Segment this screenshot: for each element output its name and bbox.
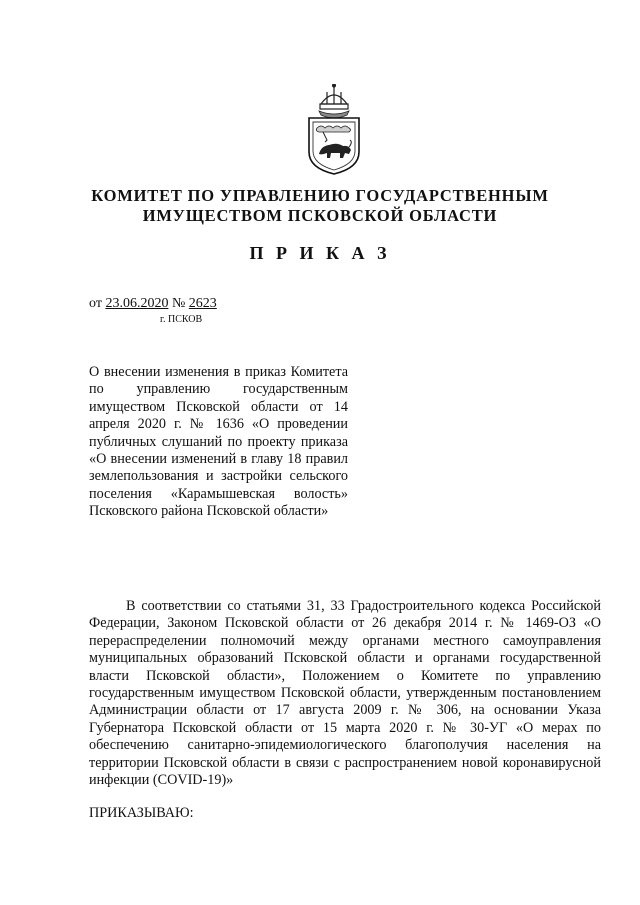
order-command: ПРИКАЗЫВАЮ:	[89, 805, 194, 821]
document-city: г. ПСКОВ	[160, 314, 203, 325]
preamble-paragraph: В соответствии со статьями 31, 33 Градостроительного кодекса Российской Федерации, Законом Псковской области от 26 декабря 2014 г. № 1469-ОЗ «О перераспределении полномочий между органами местного самоуправления муниципальных образований Псковской области и органами государственной власти Псковской области», Положением о Комитете по управлению государственным имуществом Псковской области, утвержденным постановлением Администрации области от 17 августа 2009 г. № 306, на основании Указа Губернатора Псковской области от 15 марта 2020 г. № 30-УГ «О мерах по обеспечению санитарно-эпидемиологического благополучия населения на территории Псковской области в связи с распространением новой коронавирусной инфекции (COVID-19)»	[89, 598, 601, 789]
crown-icon	[320, 84, 348, 109]
document-date: 23.06.2020	[105, 296, 169, 311]
organization-name	[60, 186, 580, 226]
number-sign: №	[168, 296, 189, 311]
document-date-number	[89, 296, 217, 312]
organization-line-1: КОМИТЕТ ПО УПРАВЛЕНИЮ ГОСУДАРСТВЕННЫМ	[91, 186, 549, 205]
document-subject: О внесении изменения в приказ Комитета по управлению государственным имуществом Псковской области от 14 апреля 2020 г. № 1636 «О проведении публичных слушаний по проекту приказа «О внесении изменений в главу 18 правил землепользования и застройки сельского поселения «Карамышевская волость» Псковского района Псковской области»	[89, 364, 348, 520]
organization-line-2: ИМУЩЕСТВОМ ПСКОВСКОЙ ОБЛАСТИ	[142, 206, 498, 225]
shield-icon	[309, 118, 359, 174]
document-type: П Р И К А З	[249, 243, 391, 263]
document-number: 2623	[188, 296, 217, 311]
coat-of-arms-icon	[303, 84, 365, 176]
date-prefix: от	[89, 296, 106, 311]
